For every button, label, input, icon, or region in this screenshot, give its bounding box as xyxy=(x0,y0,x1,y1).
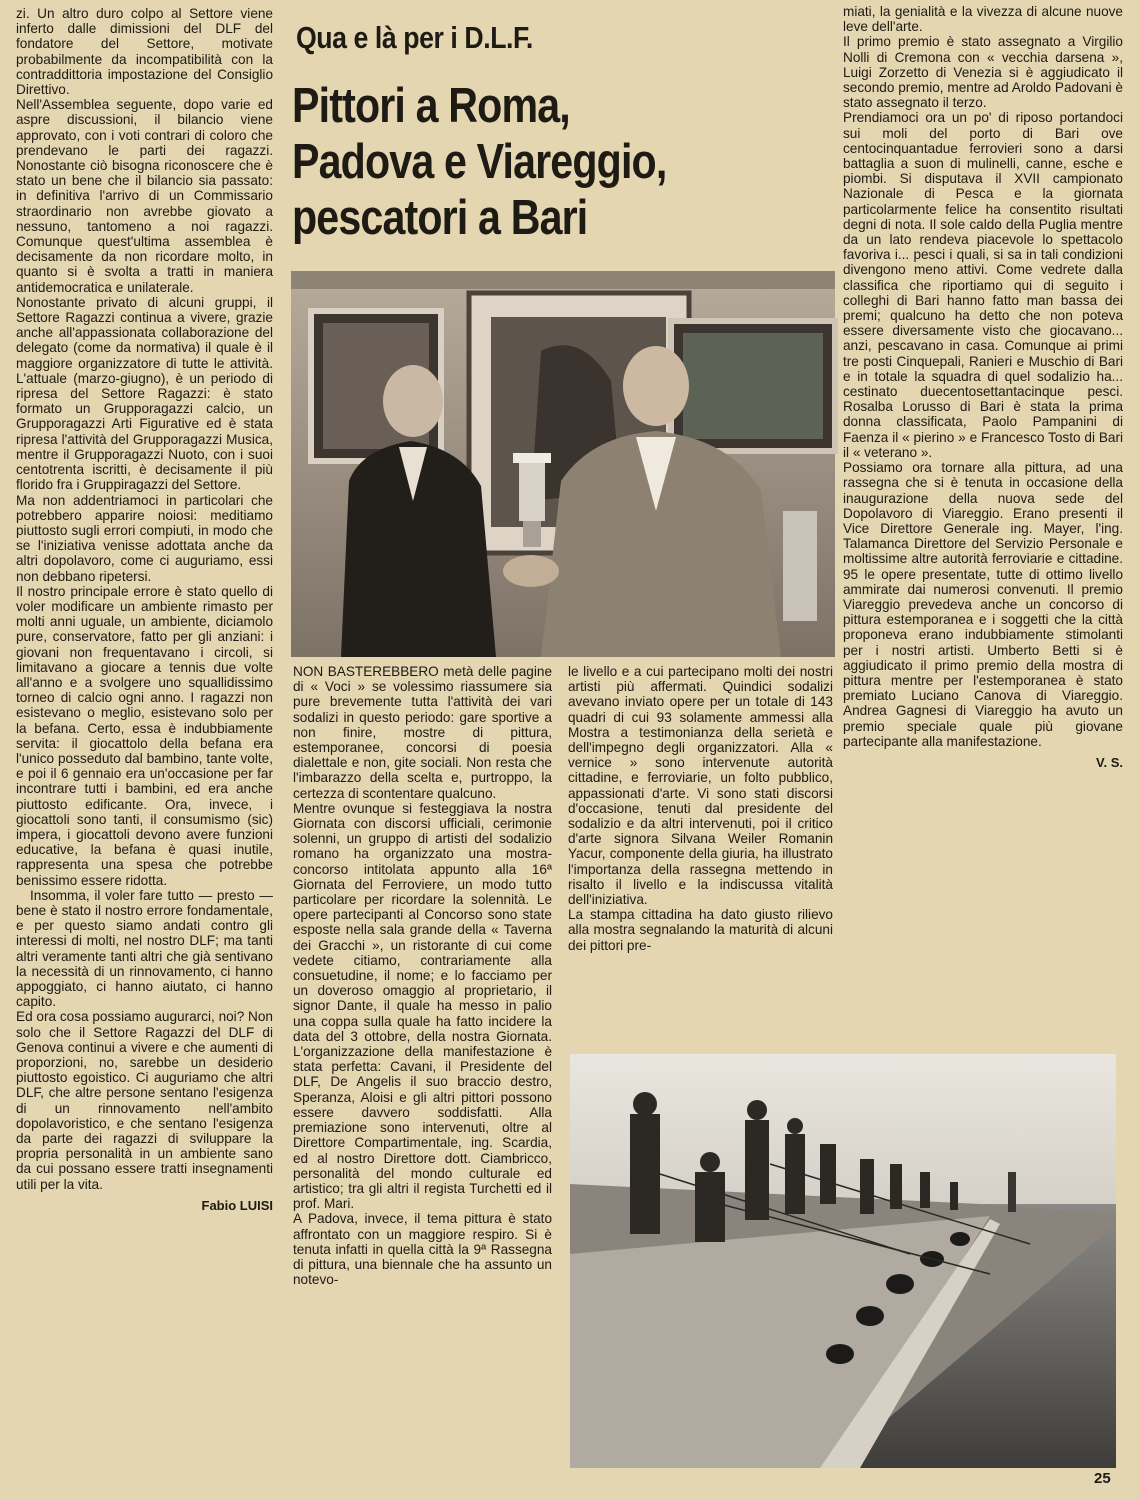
author-signature: Fabio LUISI xyxy=(201,1197,273,1213)
photo-award-handshake xyxy=(291,271,835,657)
page-number: 25 xyxy=(1094,1470,1111,1487)
col1-paragraph: Nell'Assemblea seguente, dopo varie ed aspre discussioni, il bilancio viene approvato, con i voti contrari di coloro che prendevano le parti dei ragazzi. Nonostante ciò bisogna riconoscere che è stato un bene che il bilancio sia passato: in definitiva l'arrivo di un Commissario straordinario non avrebbe giovato a nessuno, tantomeno a noi ragazzi. Comunque quest'ultima assemblea è decisamente da non ricordare molto, in quanto si è svolta a tratti in maniera antidemocratica e unilaterale. xyxy=(16,97,273,295)
column-3 xyxy=(568,664,833,954)
col4-paragraph: Possiamo ora tornare alla pittura, ad una rassegna che si è tenuta in occasione della inaugurazione della nuova sede del Dopolavoro di Viareggio. Erano presenti il Vice Direttore Generale ing. Mayer, l'ing. Talamanca Direttore del Servizio Personale e moltissime altre autorità ferroviarie e cittadine. 95 le opere presentate, tutte di ottimo livello ammirate dai numerosi convenuti. Il premio Viareggio prevedeva anche un concorso di pittura estemporanea e i soggetti che la città proponeva erano indubbiamente stimolanti per i nostri artisti. Umberto Betti si è aggiudicato il primo premio della mostra di pittura mentre per l'estemporanea è stato premiato Luciano Canova di Viareggio. Andrea Gagnesi di Viareggio ha avuto un premio speciale quale più giovane partecipante alla manifestazione. xyxy=(843,460,1123,749)
col3-paragraph: le livello e a cui partecipano molti dei nostri artisti più affermati. Quindici sodalizi avevano inviato opere per un totale di 143 quadri di cui 93 solamente ammessi alla Mostra a testimonianza della serietà e dell'impegno degli organizzatori. Alla « vernice » sono intervenute autorità cittadine, e ferroviarie, un folto pubblico, appassionati d'arte. Vi sono stati discorsi d'occasione, tenuti dal presidente del sodalizio e da altri intervenuti, poi il critico d'arte signora Silvana Weiler Romanin Yacur, componente della giuria, ha illustrato l'importanza della rassegna mettendo in risalto il livello e la indiscussa vitalità dell'iniziativa. xyxy=(568,664,833,908)
col1-paragraph: Insomma, il voler fare tutto — presto — bene è stato il nostro errore fondamentale, e per questo siamo andati contro gli interessi di molti, nel nostro DLF; ma tanti altri veramente tanti altri che già sentivano la necessità di un rinnovamento, ci hanno appoggiato, ci hanno aiutato, ci hanno capito. xyxy=(16,887,273,1010)
col2-paragraph: NON BASTEREBBERO metà delle pagine di « Voci » se volessimo riassumere sia pure brevemente tutta l'attività dei vari sodalizi in questo periodo: gare sportive a non finire, mostre di pittura, estemporanee, concorsi di poesia dialettale e non, gite sociali. Non resta che l'imbarazzo della scelta e, purtroppo, la certezza di scontentare qualcuno. xyxy=(293,664,552,801)
column-1 xyxy=(16,6,273,1446)
column-2 xyxy=(293,664,552,1464)
photo-fishermen-pier xyxy=(570,1054,1116,1468)
headline-line: Pittori a Roma, xyxy=(292,79,570,133)
col2-paragraph: Mentre ovunque si festeggiava la nostra Giornata con discorsi ufficiali, cerimonie solenni, un gruppo di artisti del sodalizio romano ha organizzato una mostra-concorso intitolata appunto alla 16ª Giornata del Ferroviere, un modo tutto particolare per ricordare la solennità. Le opere partecipanti al Concorso sono state esposte nella sala grande della « Taverna dei Gracchi », un ristorante di cui come vedete citiamo, contrariamente alla consuetudine, il nome; e lo facciamo per un doveroso omaggio al proprietario, il signor Dante, il quale ha messo in palio una coppa sulla quale ha fatto incidere la data del 3 ottobre, della nostra Giornata. L'organizzazione della manifestazione è stata perfetta: Cavani, il Presidente del DLF, De Angelis il suo braccio destro, Speranza, Aloisi e gli altri pittori possono essere davvero soddisfatti. Alla premiazione sono intervenuti, oltre al Direttore Compartimentale, ing. Scardia, ed al nostro Direttore dott. Ciambricco, personalità del mondo culturale ed artistico; tra gli altri il regista Turchetti ed il prof. Mari. xyxy=(293,800,552,1212)
col4-paragraph: miati, la genialità e la vivezza di alcune nuove leve dell'arte. xyxy=(843,4,1123,35)
article-headline xyxy=(292,78,762,246)
col1-paragraph: Nonostante privato di alcuni gruppi, il Settore Ragazzi continua a vivere, grazie anche all'appassionata collaborazione del delegato (come da normativa) il quale è il maggiore organizzatore di tutte le attività. L'attuale (marzo-giugno), è un periodo di ripresa del Settore Ragazzi: è stato formato un Grupporagazzi calcio, un Grupporagazzi Arti Figurative ed è stata ripresa l'attività del Grupporagazzi Musica, mentre il Grupporagazzi Nuoto, con i suoi centotrenta iscritti, è decisamente il più florido fra i Gruppiragazzi del Settore. xyxy=(16,294,273,493)
column-4 xyxy=(843,4,1123,770)
col3-paragraph: La stampa cittadina ha dato giusto rilievo alla mostra segnalando la maturità di alcuni dei pittori pre- xyxy=(568,907,833,953)
col1-paragraph: Ed ora cosa possiamo augurarci, noi? Non solo che il Settore Ragazzi del DLF di Genova continui a vivere e che aumenti di proporzioni, no, sarebbe un desiderio piuttosto egoistico. Ci auguriamo che altri DLF, che altre persone sentano l'esigenza di un rinnovamento nell'ambito dopolavoristico, e che sentano l'esigenza da parte dei ragazzi di sviluppare la propria personalità in un ambiente sano da cui possano essere tratti insegnamenti utili per la vita. xyxy=(16,1009,273,1192)
col2-paragraph: A Padova, invece, il tema pittura è stato affrontato con un maggiore respiro. Si è tenuta infatti in quella città la 9ª Rassegna di pittura, una biennale che ha assunto un notevo- xyxy=(293,1211,552,1288)
award-photo-illustration xyxy=(291,271,835,657)
article-kicker: Qua e là per i D.L.F. xyxy=(296,20,533,55)
headline-line: pescatori a Bari xyxy=(292,191,588,245)
col4-paragraph: Prendiamoci ora un po' di riposo portandoci sui moli del porto di Bari ove centocinquantadue ferrovieri sono a darsi battaglia a suon di mulinelli, canne, esche e piombi. Si disputava il XVII campionato Nazionale di Pesca e la giornata particolarmente felice ha consentito risultati degni di nota. Il sole caldo della Puglia mentre da un lato rendeva piacevole lo spettacolo favoriva i... pesci i quali, si sa in tali condizioni divengono meno attivi. Come vedrete dalla classifica che riportiamo qui di seguito i colleghi di Bari hanno fatto man bassa dei premi; qualcuno ha detto che non poteva essere diversamente visto che giocavano... anzi, pescavano in casa. Comunque ai primi tre posti Cinquepali, Ranieri e Muschio di Bari e in totale la squadra di quel sodalizio ha... cestinato duecentosettantacinque pesci. Rosalba Lorusso di Bari è stata la prima donna classificata, Paolo Pampanini di Faenza il « pierino » e Francesco Tosto di Bari il « veterano ». xyxy=(843,110,1123,460)
col1-paragraph: Ma non addentriamoci in particolari che potrebbero apparire noiosi: meditiamo piuttosto sugli errori compiuti, in modo che se l'iniziativa venisse adottata anche da altri dopolavoro, come ci auguriamo, essi non debbano ripetersi. xyxy=(16,492,273,584)
headline-line: Padova e Viareggio, xyxy=(292,135,667,189)
col1-paragraph: Il nostro principale errore è stato quello di voler modificare un ambiente rimasto per molti anni uguale, un ambiente, diciamolo pure, conservatore, fatto per gli anziani: i giovani non frequentavano i circoli, si limitavano a giocare a tennis due volte all'anno e a svolgere uno squallidissimo torneo di calcio ogni anno. I ragazzi non esistevano o meglio, esistevano solo per la befana. Certo, essa è indubbiamente servita: il giocattolo della befana era l'unico posseduto dal bambino, tante volte, e poi il 6 gennaio era un'occasione per far incontrare tutti i bambini, ed era anche piuttosto edificante. Ora, invece, i giocattoli sono tanti, il consumismo (sic) impera, i giocattoli devono avere funzioni educative, la befana è quasi inutile, rappresenta una spesa che potrebbe benissimo essere ridotta. xyxy=(16,583,273,888)
col4-paragraph: Il primo premio è stato assegnato a Virgilio Nolli di Cremona con « vecchia darsena », Luigi Zorzetto di Venezia si è aggiudicato il secondo premio, mentre ad Aroldo Padovani è stato assegnato il terzo. xyxy=(843,34,1123,111)
author-signature: V. S. xyxy=(1096,754,1123,770)
col1-paragraph: zi. Un altro duro colpo al Settore viene inferto dalle dimissioni del DLF del fondatore del Settore, motivate probabilmente da incompatibilità con la contraddittoria impostazione del Consiglio Direttivo. xyxy=(16,6,273,98)
pier-photo-illustration xyxy=(570,1054,1116,1468)
